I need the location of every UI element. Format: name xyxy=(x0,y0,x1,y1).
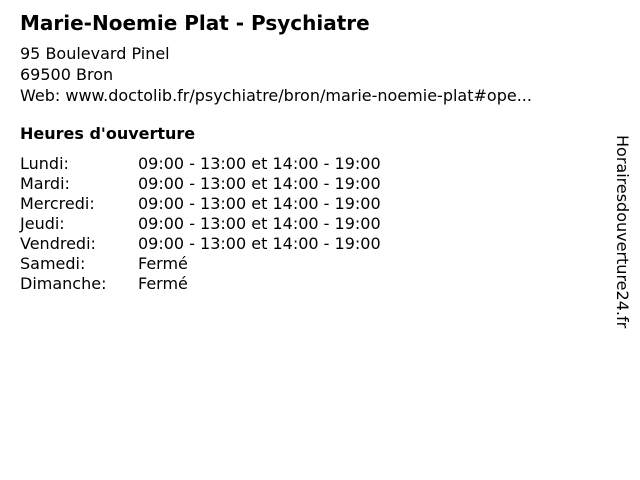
day-hours: 09:00 - 13:00 et 14:00 - 19:00 xyxy=(138,174,381,193)
day-label: Vendredi: xyxy=(20,234,96,253)
site-watermark: Horairesdouverture24.fr xyxy=(613,135,632,329)
day-label: Mardi: xyxy=(20,174,70,193)
day-label: Samedi: xyxy=(20,254,86,273)
day-hours: 09:00 - 13:00 et 14:00 - 19:00 xyxy=(138,234,381,253)
day-label: Jeudi: xyxy=(20,214,65,233)
page-title: Marie-Noemie Plat - Psychiatre xyxy=(20,11,370,35)
day-label: Mercredi: xyxy=(20,194,95,213)
day-hours: 09:00 - 13:00 et 14:00 - 19:00 xyxy=(138,214,381,233)
day-hours: Fermé xyxy=(138,254,188,273)
opening-hours-heading: Heures d'ouverture xyxy=(20,124,196,143)
address-street: 95 Boulevard Pinel xyxy=(20,44,170,63)
website-link[interactable]: Web: www.doctolib.fr/psychiatre/bron/marie-noemie-plat#ope... xyxy=(20,86,532,105)
day-label: Lundi: xyxy=(20,154,69,173)
day-label: Dimanche: xyxy=(20,274,107,293)
day-hours: Fermé xyxy=(138,274,188,293)
day-hours: 09:00 - 13:00 et 14:00 - 19:00 xyxy=(138,194,381,213)
address-block xyxy=(20,43,588,106)
day-hours: 09:00 - 13:00 et 14:00 - 19:00 xyxy=(138,154,381,173)
address-city: 69500 Bron xyxy=(20,65,114,84)
